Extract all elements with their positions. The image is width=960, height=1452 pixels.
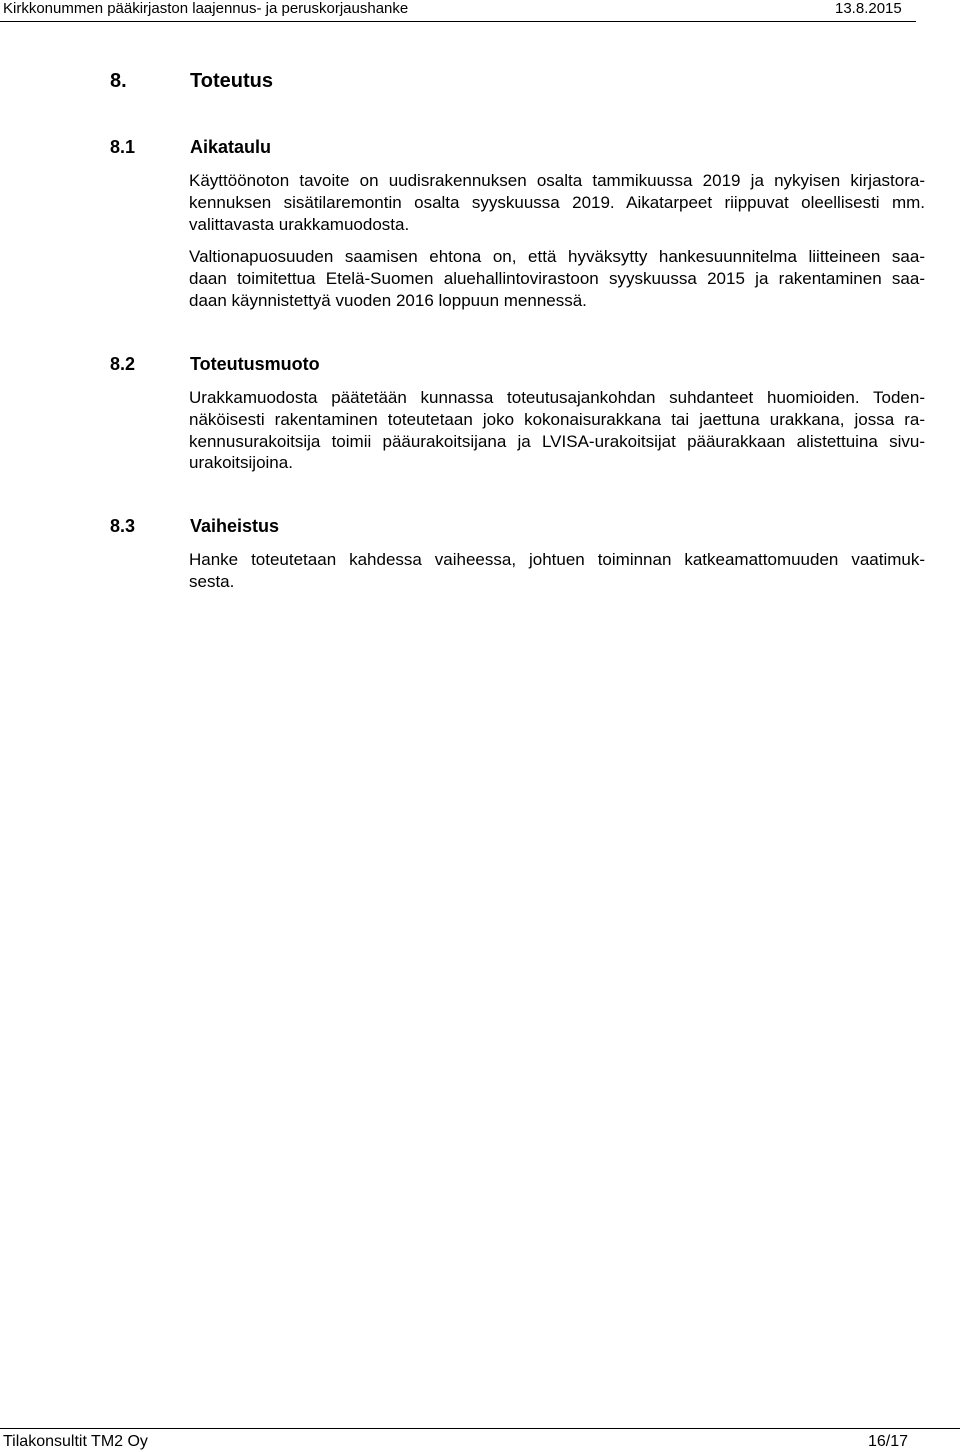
section-number: 8.3 xyxy=(110,516,136,536)
text-line: daan käynnistettyä vuoden 2016 loppuun mennessä. xyxy=(189,290,587,310)
text-line: kennuksen sisätilaremontin osalta syyskuussa 2019. Aikatarpeet riippuvat oleellisesti mm. xyxy=(189,192,925,212)
page-footer xyxy=(0,1428,960,1452)
document-date: 13.8.2015 xyxy=(835,0,902,17)
text-line: kennusurakoitsija toimii pääurakoitsijana ja LVISA-urakoitsijat pääurakkaan alistettuina sivu- xyxy=(189,431,925,451)
chapter-number: 8. xyxy=(110,70,127,92)
paragraph-8-1-b xyxy=(189,246,925,311)
text-line: Käyttöönoton tavoite on uudisrakennuksen osalta tammikuussa 2019 ja nykyisen kirjastora- xyxy=(189,171,925,190)
text-line: urakoitsijoina. xyxy=(189,453,293,473)
section-number: 8.1 xyxy=(110,137,136,157)
paragraph-8-2 xyxy=(189,387,925,474)
page-header xyxy=(0,0,916,22)
section-title: Toteutusmuoto xyxy=(190,354,320,374)
text-line: daan toimitettua Etelä-Suomen aluehallintovirastoon syyskuussa 2015 ja rakentaminen saa- xyxy=(189,268,925,288)
section-title: Aikataulu xyxy=(190,137,272,157)
document-title: Kirkkonummen pääkirjaston laajennus- ja peruskorjaushanke xyxy=(3,0,409,17)
text-line: Urakkamuodosta päätetään kunnassa toteutusajankohdan suhdanteet huomioiden. Toden- xyxy=(189,388,925,407)
section-title: Vaiheistus xyxy=(190,516,280,536)
footer-company: Tilakonsultit TM2 Oy xyxy=(3,1433,148,1450)
text-line: sesta. xyxy=(189,571,235,591)
text-line: valittavasta urakkamuodosta. xyxy=(189,214,410,234)
text-line: Hanke toteutetaan kahdessa vaiheessa, johtuen toiminnan katkeamattomuuden vaatimuk- xyxy=(189,550,925,569)
page-number: 16/17 xyxy=(868,1433,909,1450)
paragraph-8-3 xyxy=(189,549,925,593)
paragraph-8-1-a xyxy=(189,170,925,235)
text-line: näköisesti rakentaminen toteutetaan joko kokonaisurakkana tai jaettuna urakkana, jossa ra- xyxy=(189,409,925,429)
section-number: 8.2 xyxy=(110,354,136,374)
text-line: Valtionapuosuuden saamisen ehtona on, että hyväksytty hankesuunnitelma liitteineen saa- xyxy=(189,247,925,266)
chapter-title: Toteutus xyxy=(190,70,273,92)
